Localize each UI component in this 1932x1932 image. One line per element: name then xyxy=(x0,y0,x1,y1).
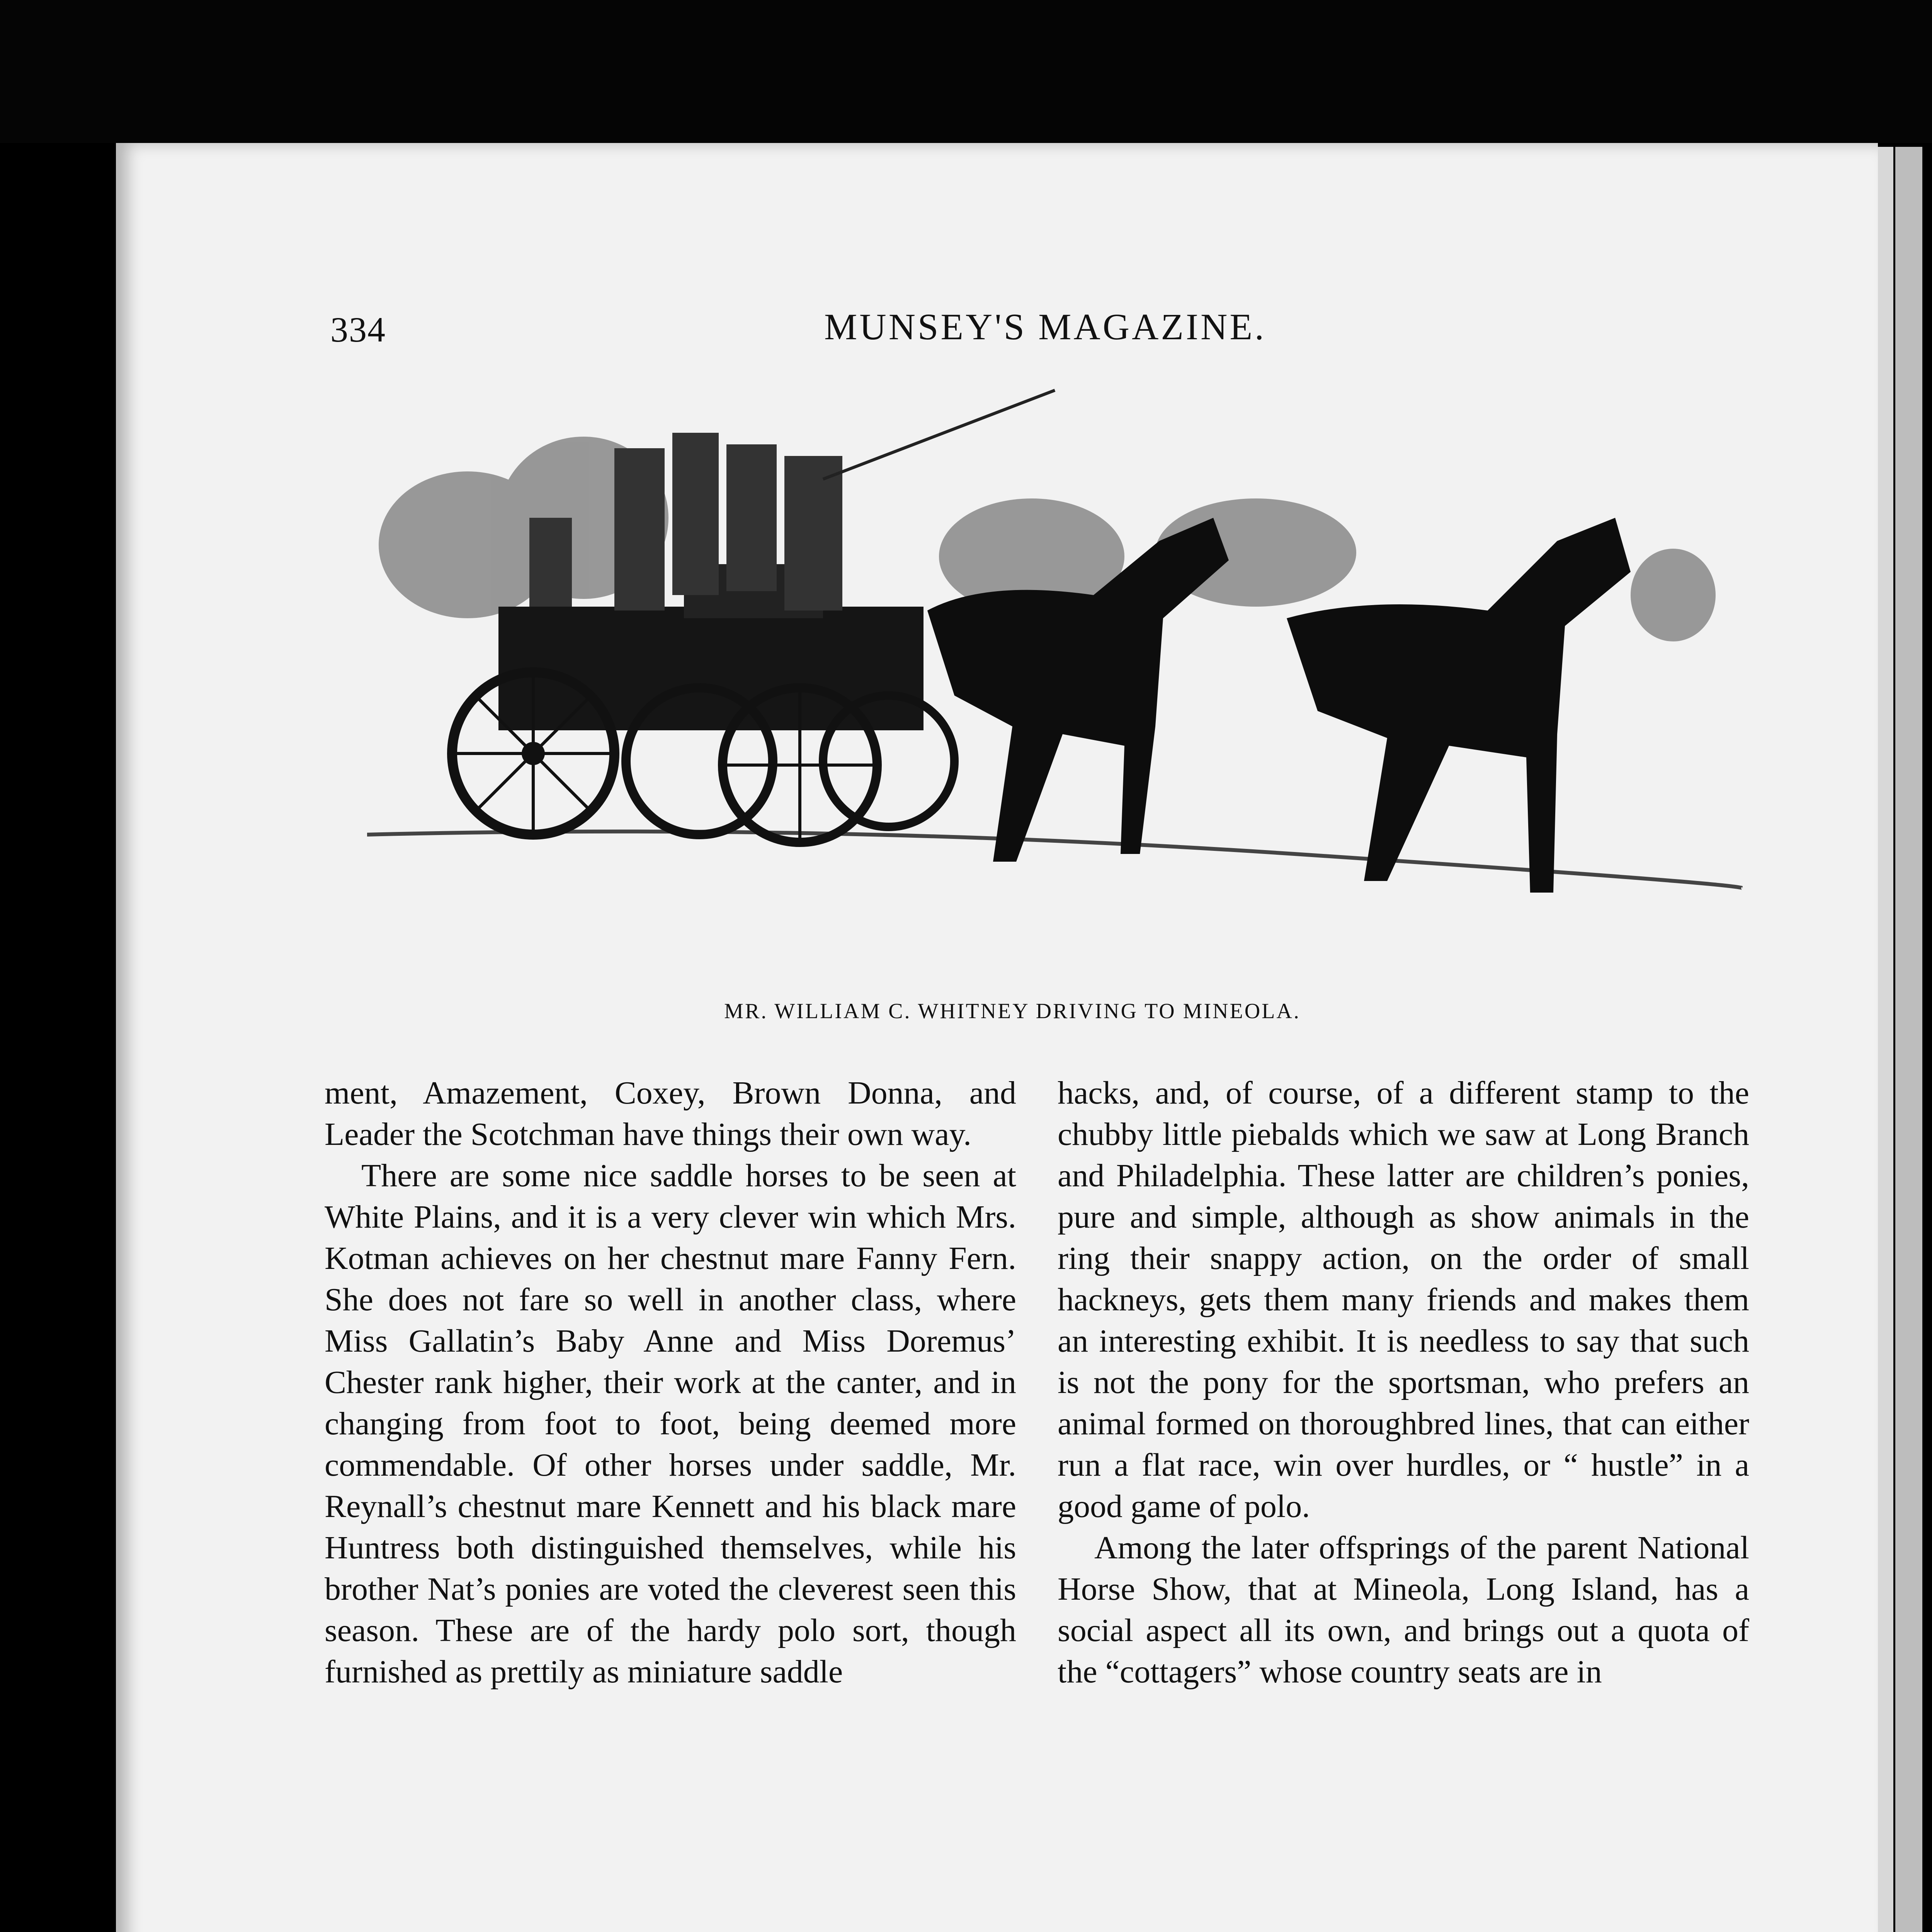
paragraph: ment, Amazement, Coxey, Brown Donna, and Leader the Scotchman have things their own way. xyxy=(325,1075,1016,1152)
top-illustration-caption: MR. WILLIAM C. WHITNEY DRIVING TO MINEOLA. xyxy=(724,999,1301,1023)
paragraph: hacks, and, of course, of a different stamp to the chubby little piebalds which we saw at Long Branch and Philadelphia. These latter are children’s ponies, pure and simple, although as show animals in the ring their snappy action, on the order of small hackneys, gets them many friends and makes them an interesting exhibit. It is needless to say that such is not the pony for the sportsman, who prefers an animal formed on thoroughbred lines, that can either run a flat race, win over hurdles, or “ hustle” in a good game of polo. xyxy=(1058,1075,1749,1524)
running-title: MUNSEY'S MAGAZINE. xyxy=(824,306,1266,347)
coach-illustration xyxy=(367,379,1743,958)
page-header xyxy=(330,305,1760,359)
coach xyxy=(452,564,954,842)
page-number: 334 xyxy=(330,310,386,349)
article-column-right xyxy=(1058,1072,1749,1884)
next-page-strip xyxy=(1895,147,1922,1932)
paragraph: Among the later offsprings of the parent National Horse Show, that at Mineola, Long Island, has a social aspect all its own, and brings out a quota of the “cottagers” whose country seats are in xyxy=(1058,1530,1749,1690)
paragraph: There are some nice saddle horses to be seen at White Plains, and it is a very clever win which Mrs. Kotman achieves on her chestnut mare Fanny Fern. She does not fare so well in another class, where Miss Gallatin’s Baby Anne and Miss Doremus’ Chester rank higher, their work at the canter, and in changing from foot to foot, being deemed more commendable. Of other horses under saddle, Mr. Reynall’s chestnut mare Kennett and his black mare Huntress both distinguished themselves, while his brother Nat’s ponies are voted the cleverest seen this season. These are of the hardy polo sort, though furnished as prettily as miniature saddle xyxy=(325,1158,1016,1690)
article-column-left xyxy=(325,1072,1016,1884)
scan-background-top xyxy=(0,0,1932,143)
page-edge xyxy=(1878,147,1893,1932)
whip xyxy=(823,390,1055,479)
